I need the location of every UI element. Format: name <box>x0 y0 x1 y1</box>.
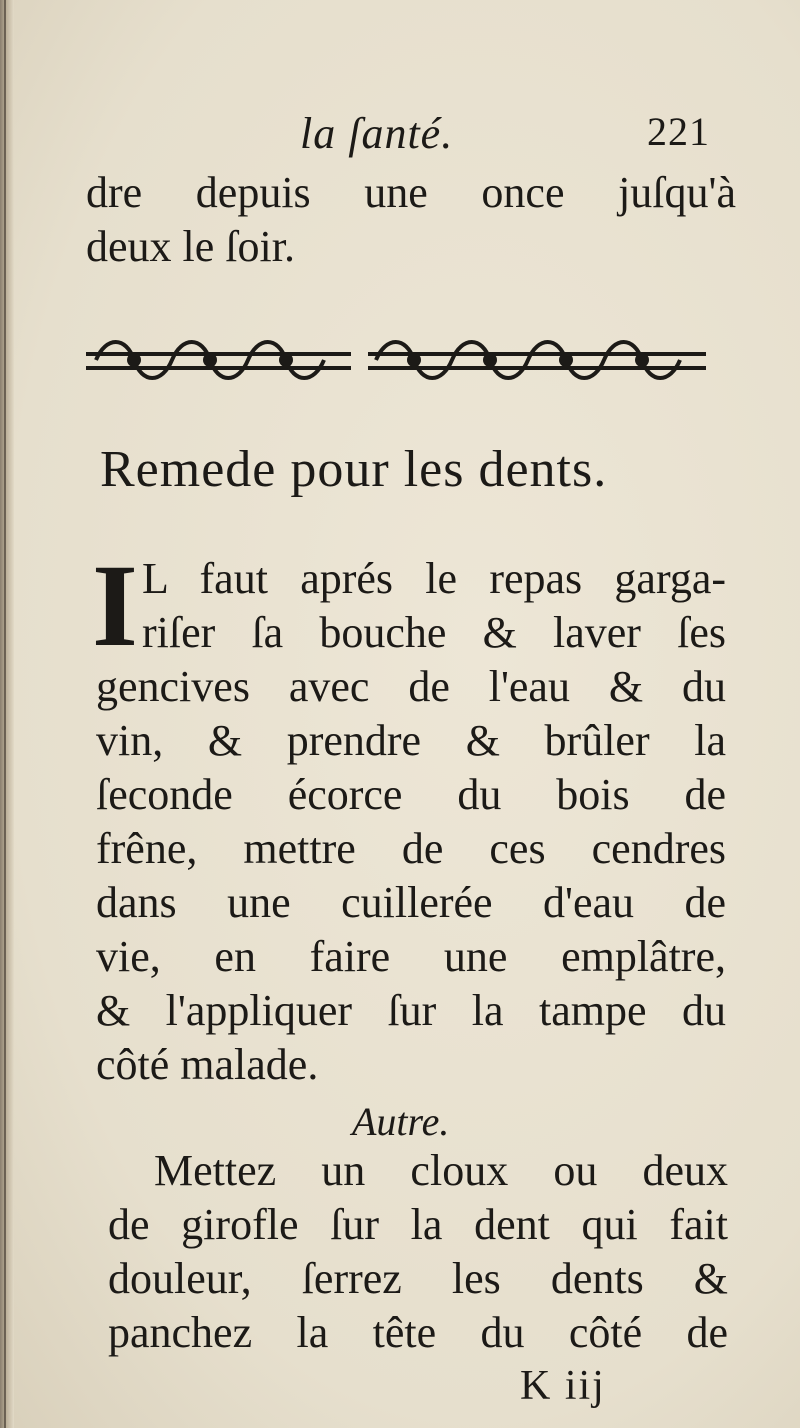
text-line: frêne, mettre de ces cendres <box>96 824 726 873</box>
continuation-text <box>86 166 736 274</box>
text-line: dre depuis une once juſqu'à <box>86 168 736 217</box>
text-line: douleur, ſerrez les dents & <box>108 1254 728 1303</box>
page-number: 221 <box>647 109 710 154</box>
remedy-text <box>92 540 726 1092</box>
text-line: dans une cuillerée d'eau de <box>96 878 726 927</box>
text-line: vie, en faire une emplâtre, <box>96 932 726 981</box>
text-line: côté malade. <box>96 1040 319 1089</box>
text-line: riſer ſa bouche & laver ſes <box>142 608 726 657</box>
text-line: L faut aprés le repas garga- <box>142 554 726 603</box>
text-line: ſeconde écorce du bois de <box>96 770 726 819</box>
page-header <box>300 108 720 168</box>
text-line: gencives avec de l'eau & du <box>96 662 726 711</box>
autre-text <box>108 1144 728 1360</box>
text-line: vin, & prendre & brûler la <box>96 716 726 765</box>
section-title: Remede pour les dents. <box>100 441 608 498</box>
gutter-line <box>4 0 6 1428</box>
text-line: deux le ſoir. <box>86 222 295 271</box>
drop-cap: I <box>92 540 138 671</box>
text-line: Mettez un cloux ou deux <box>154 1146 728 1195</box>
book-spine-shadow <box>0 0 14 1428</box>
text-line: de girofle ſur la dent qui fait <box>108 1200 728 1249</box>
text-line: & l'appliquer ſur la tampe du <box>96 986 726 1035</box>
signature-mark: K iij <box>520 1363 606 1409</box>
running-head: la ſanté. <box>300 109 454 158</box>
ornament-divider <box>86 330 706 390</box>
text-line: panchez la tête du côté de <box>108 1308 728 1357</box>
subheading-autre: Autre. <box>352 1099 450 1144</box>
